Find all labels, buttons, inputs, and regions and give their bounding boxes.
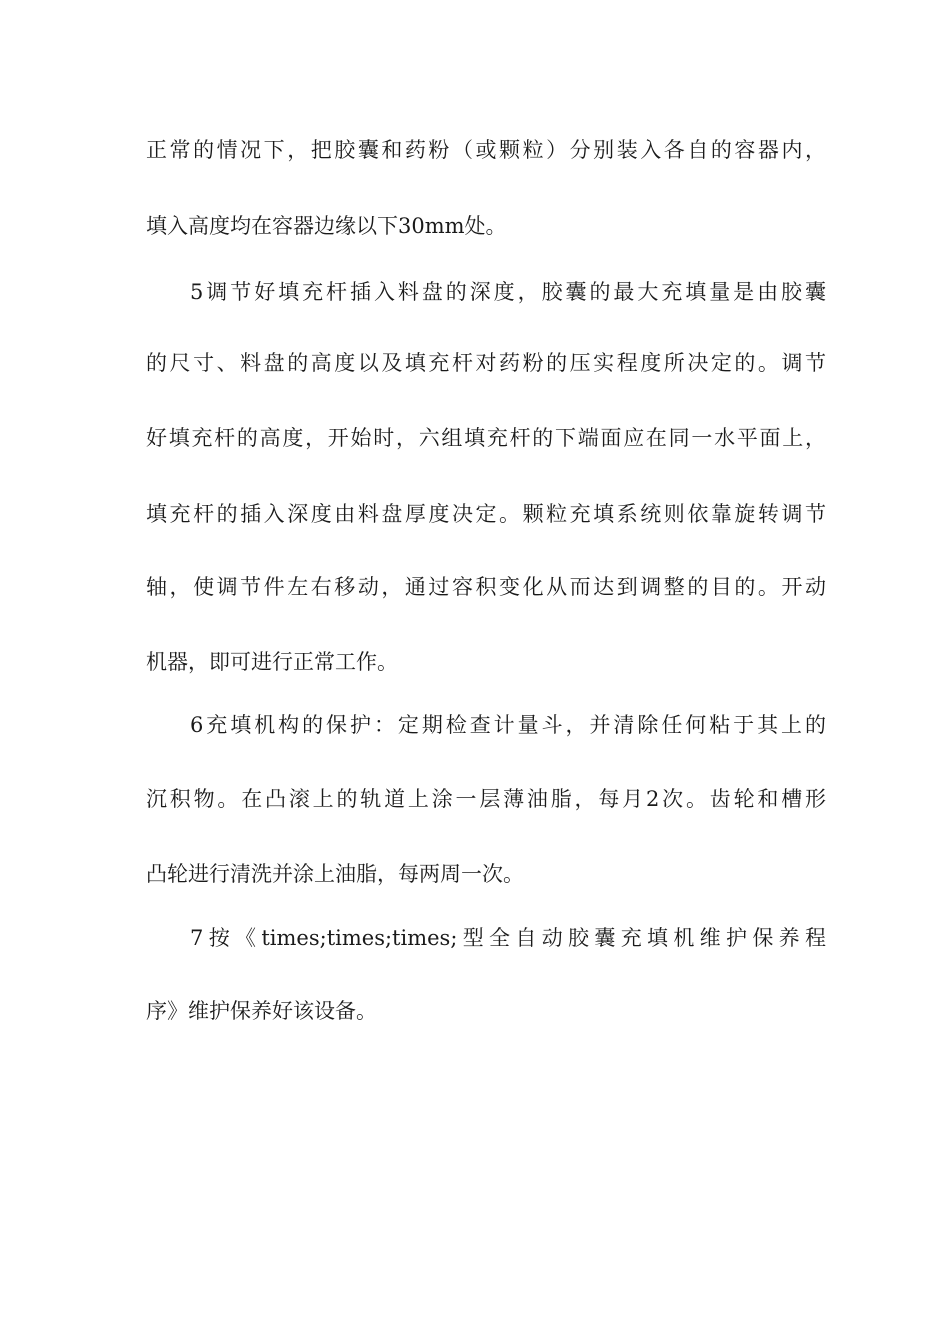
text-line: 正常的情况下，把胶囊和药粉（或颗粒）分别装入各自的容器内， bbox=[146, 138, 826, 162]
text-line: 7按《times;times;times;型全自动胶囊充填机维护保养程 bbox=[190, 926, 826, 950]
text-line: 轴，使调节件左右移动，通过容积变化从而达到调整的目的。开动 bbox=[146, 575, 826, 599]
text-line: 填入高度均在容器边缘以下30mm处。 bbox=[146, 214, 507, 238]
text-line: 序》维护保养好该设备。 bbox=[146, 999, 377, 1023]
text-line: 5调节好填充杆插入料盘的深度，胶囊的最大充填量是由胶囊 bbox=[190, 280, 826, 304]
text-line: 沉积物。在凸滚上的轨道上涂一层薄油脂，每月2次。齿轮和槽形 bbox=[146, 787, 826, 811]
text-line: 的尺寸、料盘的高度以及填充杆对药粉的压实程度所决定的。调节 bbox=[146, 351, 826, 375]
text-line: 6充填机构的保护：定期检查计量斗，并清除任何粘于其上的 bbox=[190, 713, 826, 737]
text-line: 凸轮进行清洗并涂上油脂，每两周一次。 bbox=[146, 862, 524, 886]
text-line: 填充杆的插入深度由料盘厚度决定。颗粒充填系统则依靠旋转调节 bbox=[146, 502, 826, 526]
text-line: 好填充杆的高度，开始时，六组填充杆的下端面应在同一水平面上， bbox=[146, 426, 826, 450]
text-line: 机器，即可进行正常工作。 bbox=[146, 650, 398, 674]
